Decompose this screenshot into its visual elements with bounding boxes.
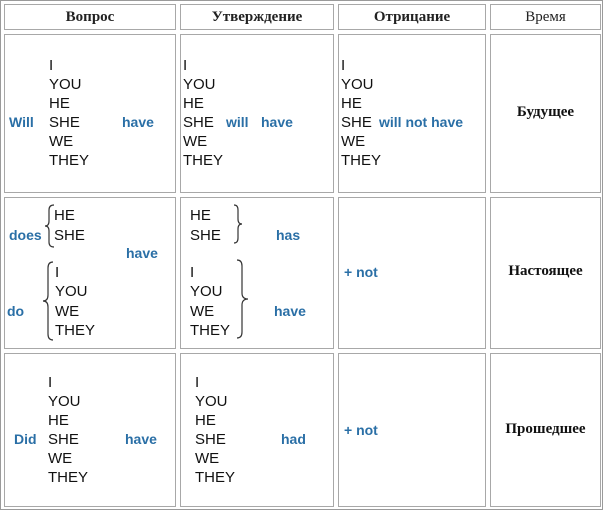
header-question: Вопрос — [4, 4, 176, 30]
header-affirmative: Утверждение — [180, 4, 334, 30]
present-a-pronoun-they: THEY — [190, 322, 231, 339]
future-q-pronoun-you: YOU — [49, 76, 82, 93]
past-negative-cell — [338, 353, 486, 507]
past-a-pronoun-he: HE — [195, 412, 216, 429]
future-a-pronoun-she: SHE — [183, 114, 214, 131]
future-affirmative-cell — [180, 34, 334, 193]
present-a-pronoun-he: HE — [190, 207, 211, 224]
future-a-pronoun-i: I — [183, 57, 188, 74]
past-q-pronoun-we: WE — [48, 450, 73, 467]
past-time-cell — [490, 353, 601, 507]
present-a-pronoun-she: SHE — [190, 227, 221, 244]
past-a-pronoun-i: I — [195, 374, 200, 391]
future-negative-cell — [338, 34, 486, 193]
future-n-phrase: will not have — [379, 114, 464, 130]
present-affirmative-cell — [180, 197, 334, 349]
future-q-pronoun-she: SHE — [49, 114, 80, 131]
future-question-cell — [4, 34, 176, 193]
future-a-verb: have — [261, 114, 293, 130]
future-n-pronoun-you: YOU — [341, 76, 374, 93]
future-a-pronoun-he: HE — [183, 95, 204, 112]
present-a-pronoun-we: WE — [190, 303, 215, 320]
future-q-verb: have — [122, 114, 154, 130]
present-q-aux-do: do — [7, 303, 25, 319]
future-n-pronoun-they: THEY — [341, 152, 382, 169]
future-q-pronoun-he: HE — [49, 95, 70, 112]
past-a-verb: had — [281, 431, 306, 447]
past-a-pronoun-she: SHE — [195, 431, 226, 448]
past-question-cell — [4, 353, 176, 507]
future-n-pronoun-she: SHE — [341, 114, 372, 131]
present-q-verb: have — [126, 245, 158, 261]
past-n-phrase: + not — [344, 422, 378, 438]
past-a-pronoun-we: WE — [195, 450, 220, 467]
future-time-label: Будущее — [516, 104, 575, 120]
future-n-pronoun-he: HE — [341, 95, 362, 112]
present-a-verb-have: have — [274, 303, 306, 319]
present-question-cell — [4, 197, 176, 349]
future-a-aux: will — [226, 114, 249, 130]
future-time-cell — [490, 34, 601, 193]
present-q-pronoun-i: I — [55, 264, 60, 281]
future-q-pronoun-we: WE — [49, 133, 74, 150]
present-a-brace-2 — [236, 259, 249, 339]
present-a-verb-has: has — [276, 227, 301, 243]
future-n-pronoun-i: I — [341, 57, 346, 74]
present-q-pronoun-she: SHE — [54, 227, 85, 244]
future-a-pronoun-we: WE — [183, 133, 208, 150]
past-q-pronoun-she: SHE — [48, 431, 79, 448]
present-n-phrase: + not — [344, 264, 378, 280]
future-q-pronoun-i: I — [49, 57, 54, 74]
present-q-pronoun-he: HE — [54, 207, 75, 224]
future-a-pronoun-they: THEY — [183, 152, 224, 169]
past-q-pronoun-they: THEY — [48, 469, 89, 486]
future-q-aux: Will — [9, 114, 34, 130]
past-a-pronoun-they: THEY — [195, 469, 236, 486]
future-a-pronoun-you: YOU — [183, 76, 216, 93]
present-q-brace-2 — [43, 261, 54, 341]
header-negative: Отрицание — [338, 4, 486, 30]
past-q-pronoun-you: YOU — [48, 393, 81, 410]
past-q-verb: have — [125, 431, 157, 447]
past-q-aux: Did — [14, 431, 37, 447]
past-affirmative-cell — [180, 353, 334, 507]
present-q-pronoun-they: THEY — [55, 322, 96, 339]
past-q-pronoun-he: HE — [48, 412, 69, 429]
present-q-pronoun-you: YOU — [55, 283, 88, 300]
past-time-label: Прошедшее — [505, 421, 586, 437]
header-time: Время — [490, 4, 601, 30]
present-q-aux-does: does — [9, 227, 42, 243]
present-time-cell — [490, 197, 601, 349]
present-time-label: Настоящее — [508, 263, 583, 279]
present-negative-cell — [338, 197, 486, 349]
future-q-pronoun-they: THEY — [49, 152, 90, 169]
present-q-pronoun-we: WE — [55, 303, 80, 320]
past-a-pronoun-you: YOU — [195, 393, 228, 410]
present-a-brace-1 — [233, 204, 243, 244]
future-n-pronoun-we: WE — [341, 133, 366, 150]
present-a-pronoun-i: I — [190, 264, 195, 281]
past-q-pronoun-i: I — [48, 374, 53, 391]
present-a-pronoun-you: YOU — [190, 283, 223, 300]
